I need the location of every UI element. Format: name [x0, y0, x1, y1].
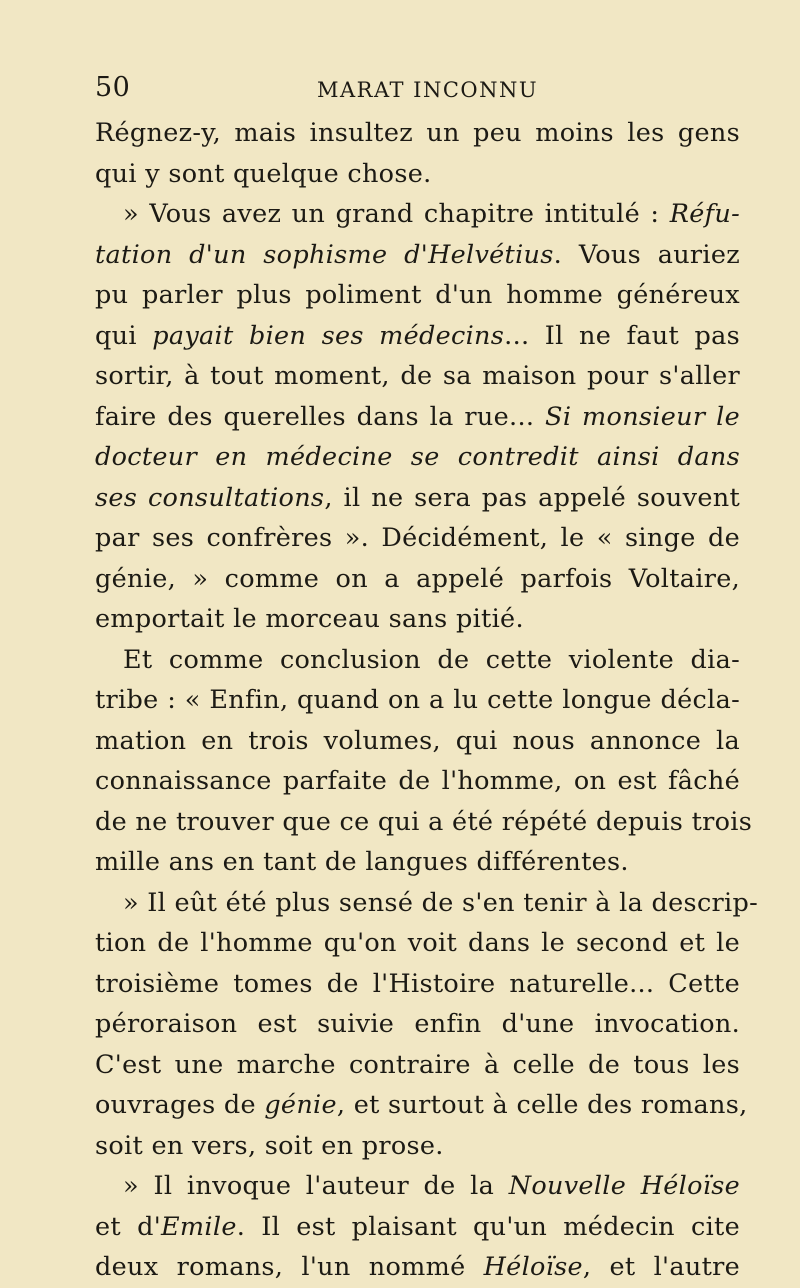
text-segment: péroraison est suivie enfin d'une invocation. — [95, 1009, 740, 1039]
text-segment: , et l'autre — [582, 1252, 741, 1282]
italic-text-segment: Si monsieur le — [545, 401, 740, 432]
text-segment: tribe : « Enfin, quand on a lu cette longue décla- — [95, 685, 740, 715]
text-segment: C'est une marche contraire à celle de tous les — [95, 1049, 740, 1080]
text-segment: qui — [95, 320, 153, 351]
text-segment: ... Il ne faut pas — [504, 320, 740, 351]
text-segment: de ne trouver que ce qui a été répété depuis trois — [95, 806, 753, 837]
text-line — [95, 559, 740, 600]
text-segment: pu parler plus poliment d'un homme généreux — [95, 280, 740, 310]
italic-text-segment: génie — [264, 1090, 337, 1120]
text-line — [95, 599, 740, 640]
text-line — [95, 1085, 748, 1126]
text-segment: , et surtout à celle des romans, — [336, 1090, 748, 1120]
text-segment: » Vous avez un grand chapitre intitulé : — [123, 199, 670, 229]
text-line — [95, 518, 740, 559]
running-title: MARAT INCONNU — [317, 78, 539, 102]
page-header — [95, 72, 735, 112]
text-segment: Et comme conclusion de cette violente dia- — [123, 644, 740, 675]
text-line — [95, 923, 740, 964]
text-line — [95, 356, 740, 397]
text-line — [95, 235, 740, 276]
text-segment: emportait le morceau sans pitié. — [95, 604, 524, 634]
text-line — [95, 194, 740, 235]
italic-text-segment: Nouvelle Héloïse — [508, 1171, 740, 1201]
text-segment: mille ans en tant de langues différentes. — [95, 847, 629, 877]
text-line — [95, 761, 740, 802]
text-segment: » Il eût été plus sensé de s'en tenir à la descrip- — [123, 887, 759, 918]
text-line — [95, 397, 740, 438]
text-line — [95, 1045, 740, 1086]
text-line — [95, 154, 740, 195]
text-line — [95, 437, 740, 478]
text-segment: et d' — [95, 1211, 162, 1242]
text-line — [95, 842, 740, 883]
italic-text-segment: ses consultations — [95, 482, 325, 513]
text-segment: faire des querelles dans la rue... — [95, 401, 546, 432]
text-line — [95, 1166, 740, 1207]
italic-text-segment: Héloïse — [483, 1252, 583, 1282]
text-line — [95, 316, 740, 357]
text-segment: troisième tomes de l'Histoire naturelle... Cette — [95, 968, 740, 999]
text-segment: . Il est plaisant qu'un médecin cite — [236, 1211, 740, 1242]
text-line — [95, 802, 753, 843]
text-line — [95, 1004, 740, 1045]
text-segment: tion de l'homme qu'on voit dans le second et le — [95, 928, 740, 958]
text-line — [95, 640, 740, 681]
text-segment: connaissance parfaite de l'homme, on est fâché — [95, 766, 740, 796]
text-line — [95, 1207, 740, 1248]
text-segment: génie, » comme on a appelé parfois Voltaire, — [95, 563, 740, 594]
text-line — [95, 1247, 740, 1288]
text-line — [95, 275, 740, 316]
text-segment: qui y sont quelque chose. — [95, 158, 432, 189]
text-line — [95, 721, 740, 762]
text-segment: sortir, à tout moment, de sa maison pour s'aller — [95, 361, 740, 391]
page-number: 50 — [95, 72, 131, 103]
text-segment: » Il invoque l'auteur de la — [123, 1171, 509, 1201]
text-segment: , il ne sera pas appelé souvent — [324, 482, 740, 513]
italic-text-segment: docteur en médecine se contredit ainsi dans — [95, 442, 740, 472]
text-segment: ouvrages de — [95, 1090, 265, 1120]
text-line — [95, 1126, 740, 1167]
text-line — [95, 680, 740, 721]
text-segment: soit en vers, soit en prose. — [95, 1130, 444, 1161]
text-segment: Régnez-y, mais insultez un peu moins les gens — [95, 118, 740, 148]
italic-text-segment: payait bien ses médecins — [152, 320, 505, 351]
text-segment: deux romans, l'un nommé — [95, 1252, 484, 1282]
italic-text-segment: tation d'un sophisme d'Helvétius — [95, 239, 554, 270]
italic-text-segment: Emile — [161, 1211, 237, 1242]
text-line — [95, 478, 740, 519]
text-segment: mation en trois volumes, qui nous annonce la — [95, 725, 740, 756]
body-text — [95, 113, 759, 1288]
text-line — [95, 964, 740, 1005]
text-segment: . Vous auriez — [553, 239, 740, 270]
text-line — [95, 113, 740, 154]
italic-text-segment: Réfu- — [669, 199, 740, 229]
text-line — [95, 883, 759, 924]
text-segment: par ses confrères ». Décidément, le « singe de — [95, 523, 740, 553]
